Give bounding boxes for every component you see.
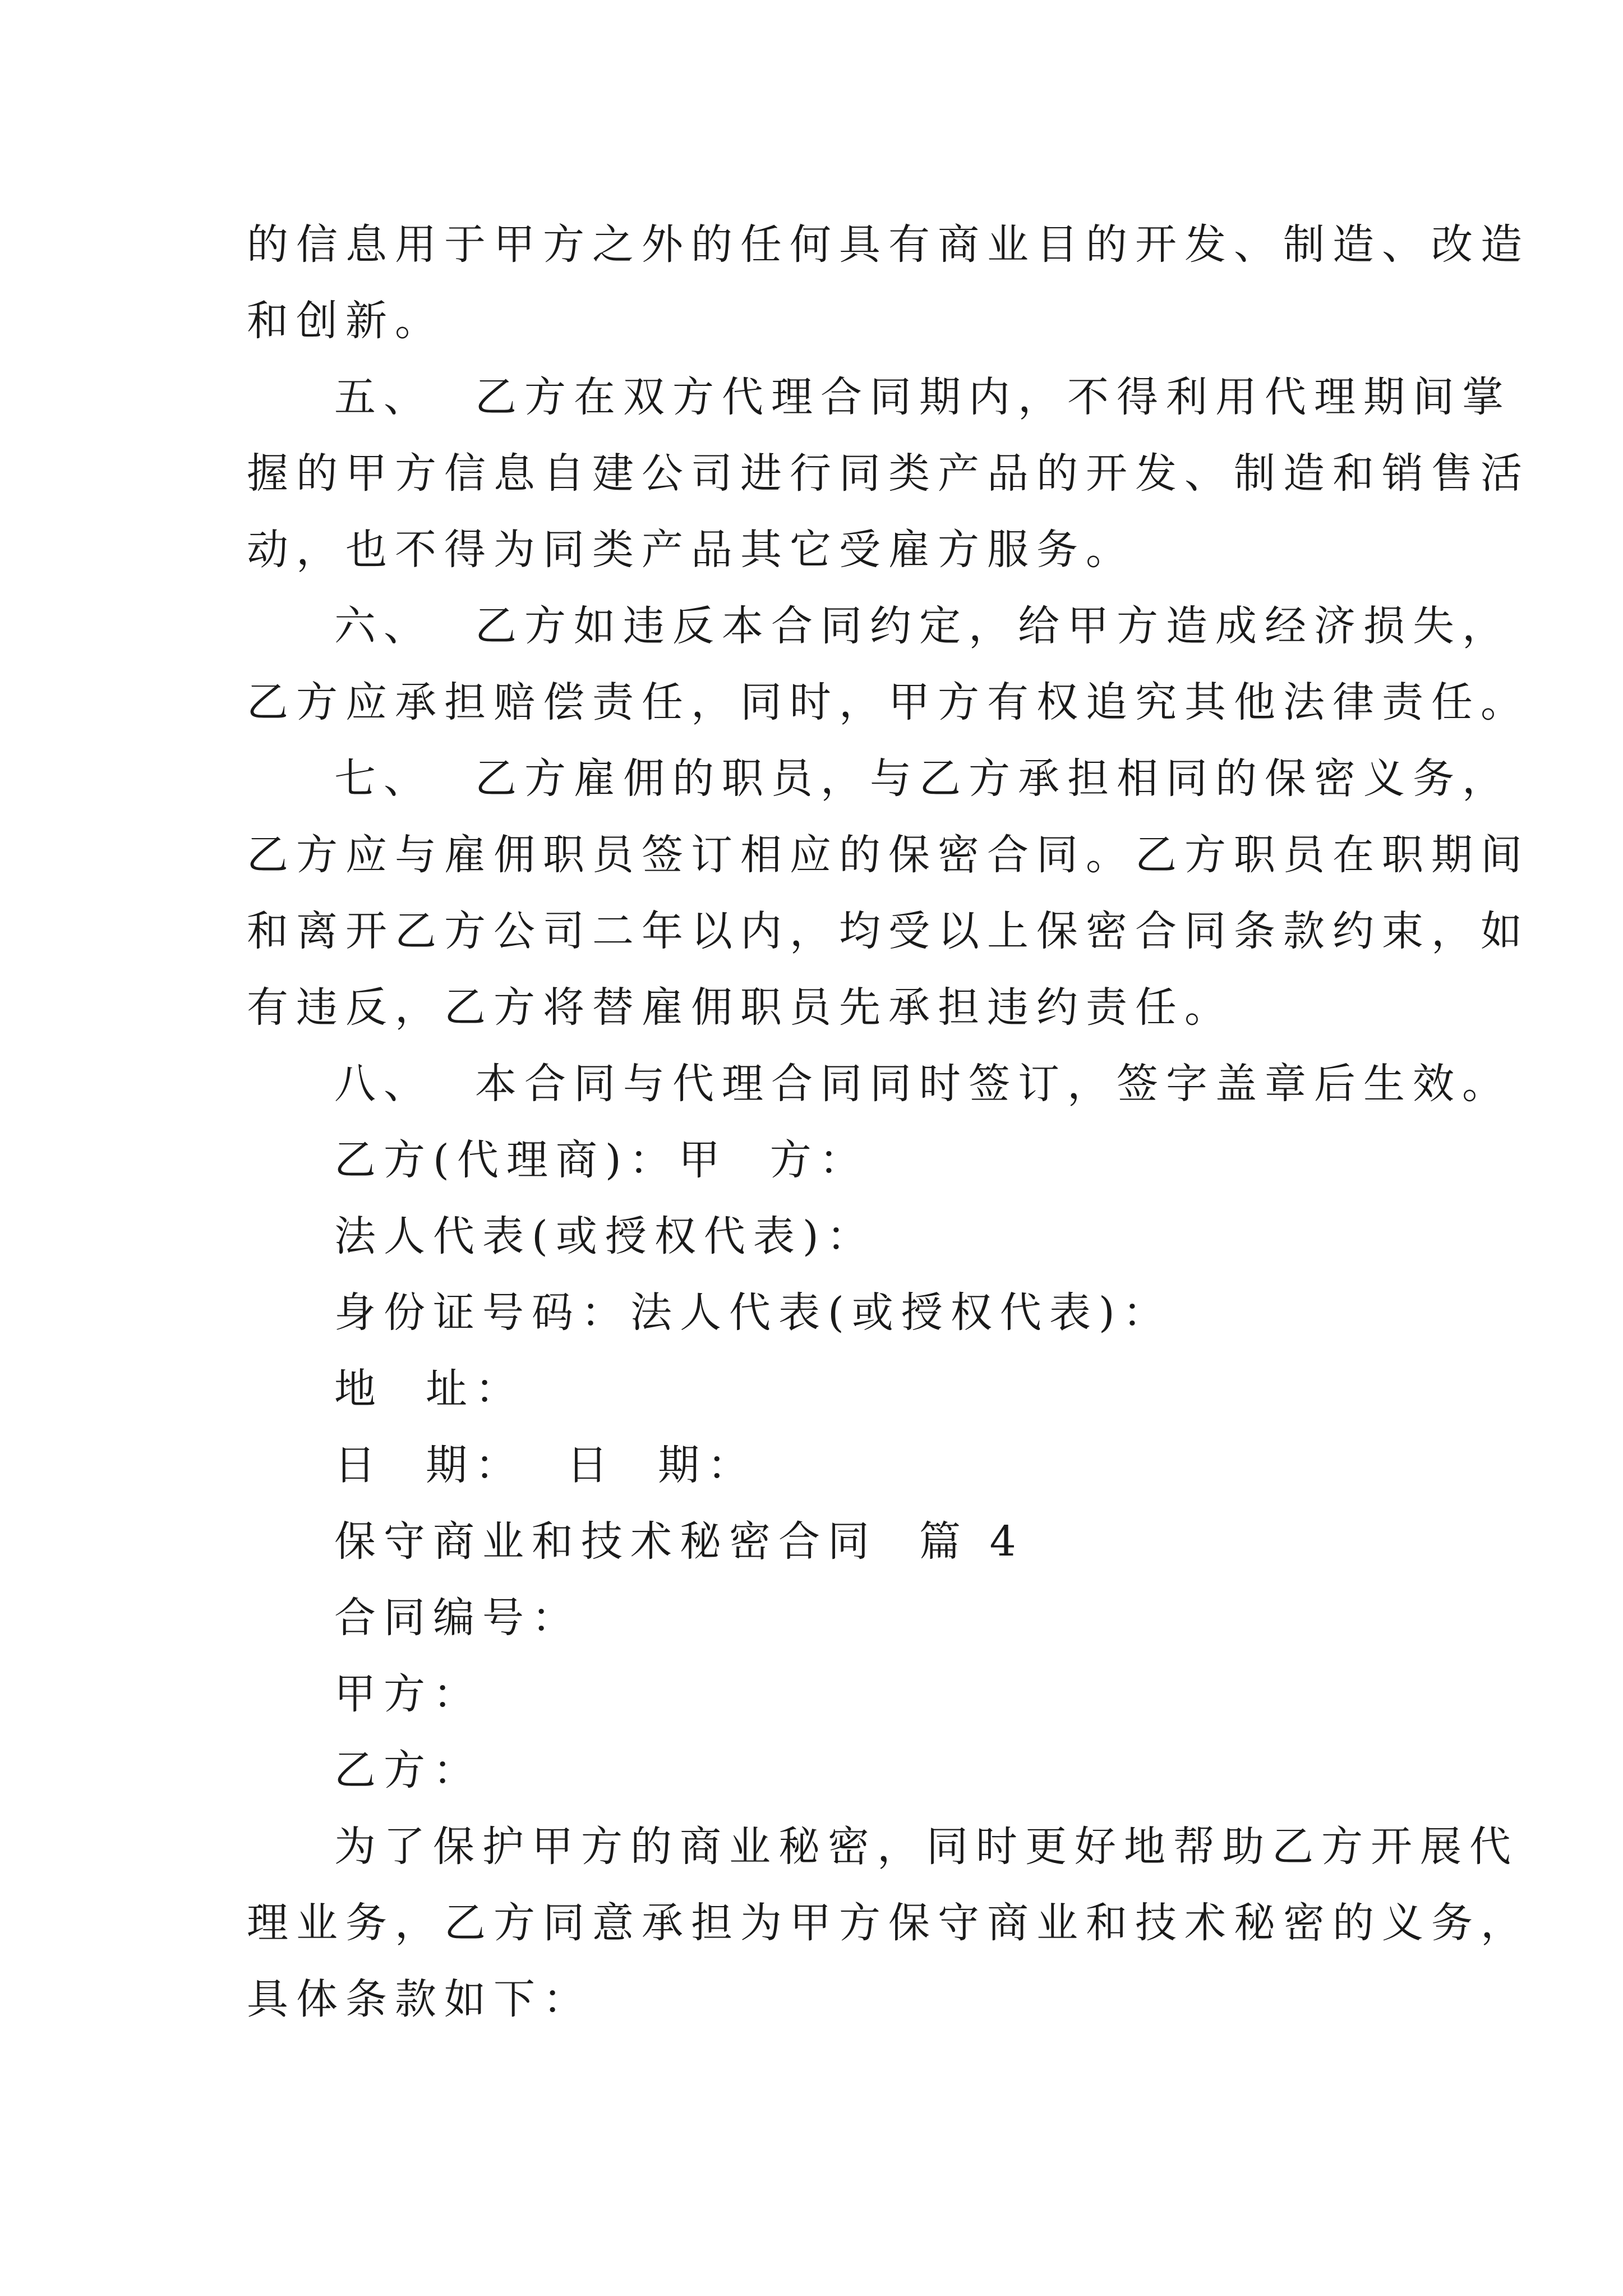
signature-date-line: 日 期： 日 期：	[334, 1441, 757, 1489]
contract-number-line: 合同编号：	[334, 1594, 581, 1642]
section-title: 保守商业和技术秘密合同 篇 4	[334, 1517, 1024, 1566]
clause-7-line-3: 和离开乙方公司二年以内，均受以上保密合同条款约束，如	[247, 907, 1530, 955]
party-b-line: 乙方：	[334, 1746, 482, 1795]
party-a-line: 甲方：	[334, 1670, 482, 1718]
intro-line-2: 理业务，乙方同意承担为甲方保守商业和技术秘密的义务，	[247, 1899, 1530, 1947]
document-body	[247, 206, 1530, 2037]
clause-7-line-4: 有违反，乙方将替雇佣职员先承担违约责任。	[247, 983, 1234, 1032]
clause-5-line-1: 五、 乙方在双方代理合同期内，不得利用代理期间掌	[334, 373, 1512, 421]
signature-representative-line: 法人代表(或授权代表)：	[334, 1212, 876, 1260]
clause-5-line-2: 握的甲方信息自建公司进行同类产品的开发、制造和销售活	[247, 449, 1530, 498]
signature-party-line: 乙方(代理商)：甲 方：	[334, 1136, 869, 1184]
clause-5-line-3: 动，也不得为同类产品其它受雇方服务。	[247, 526, 1135, 574]
intro-line-1: 为了保护甲方的商业秘密，同时更好地帮助乙方开展代	[334, 1823, 1519, 1871]
clause-7-line-2: 乙方应与雇佣职员签订相应的保密合同。乙方职员在职期间	[247, 831, 1530, 879]
signature-id-line: 身份证号码：法人代表(或授权代表)：	[334, 1289, 1172, 1337]
intro-line-3: 具体条款如下：	[247, 1975, 592, 2023]
clause-6-line-1: 六、 乙方如违反本合同约定，给甲方造成经济损失，	[334, 602, 1512, 650]
signature-address-line: 地 址：	[334, 1365, 525, 1413]
text-line-1: 的信息用于甲方之外的任何具有商业目的开发、制造、改造	[247, 220, 1530, 269]
clause-8-line-1: 八、 本合同与代理合同同时签订，签字盖章后生效。	[334, 1060, 1512, 1108]
clause-7-line-1: 七、 乙方雇佣的职员，与乙方承担相同的保密义务，	[334, 754, 1512, 803]
text-line-2: 和创新。	[247, 297, 444, 345]
clause-6-line-2: 乙方应承担赔偿责任，同时，甲方有权追究其他法律责任。	[247, 678, 1530, 726]
